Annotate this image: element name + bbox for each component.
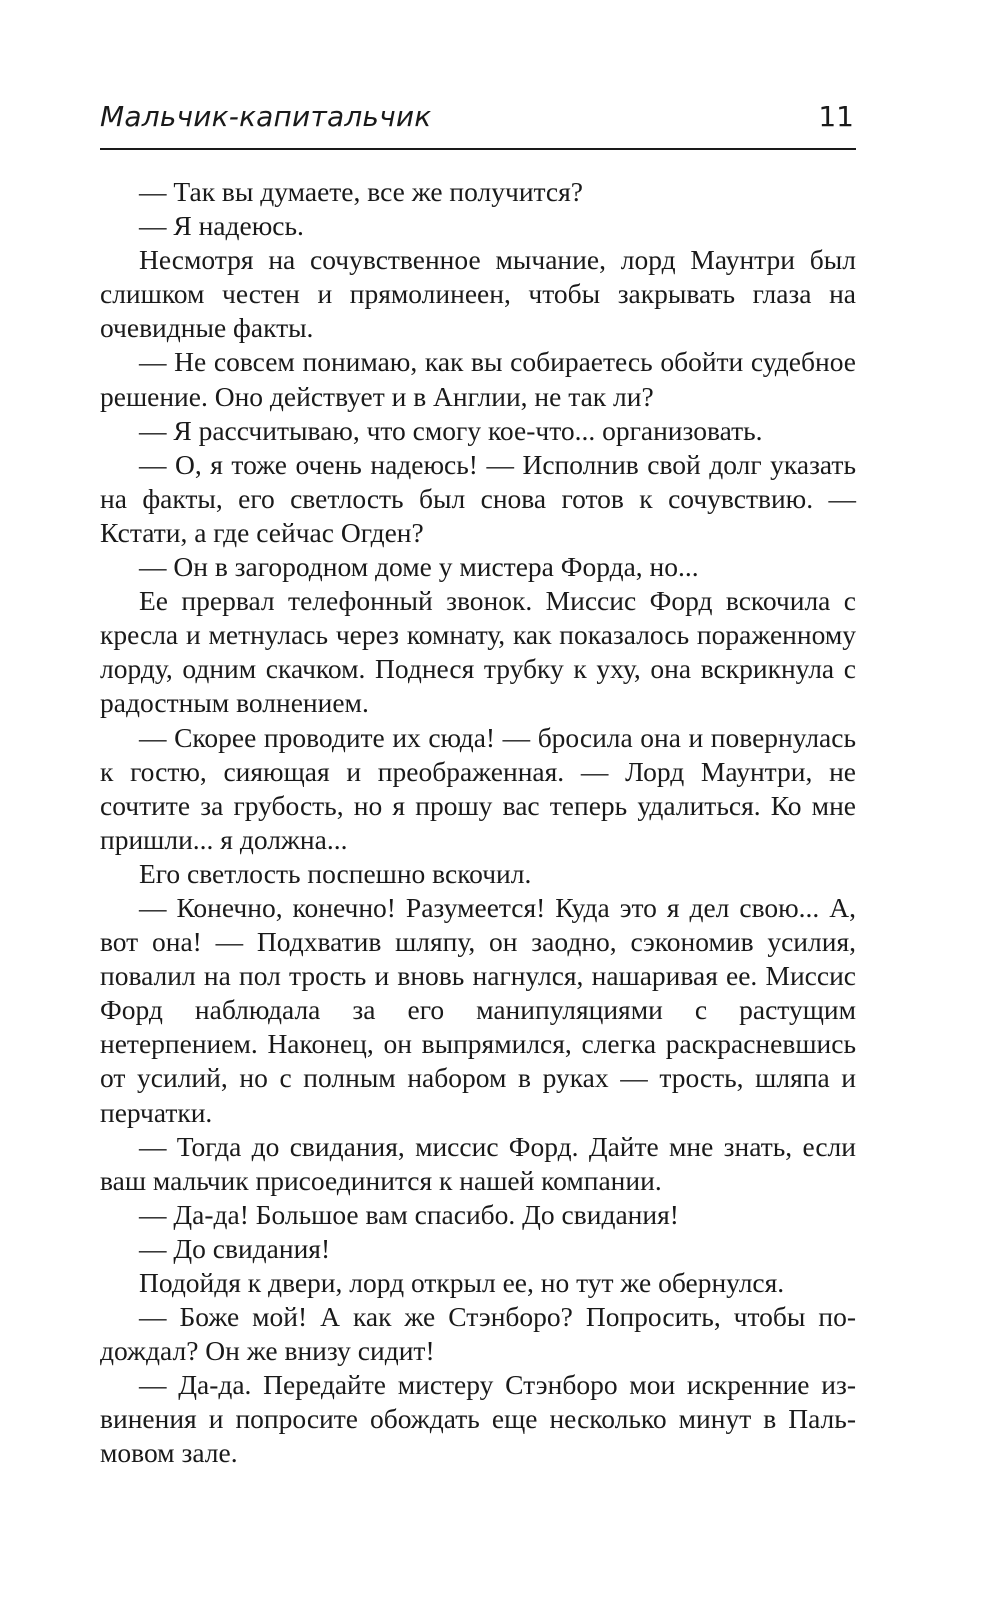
paragraph: — Скорее проводите их сюда! — бросила она и повернулась к гостю, сияющая и преображенная. — Лорд Маунтри, не сочтите за грубость, но я прошу вас теперь удалиться. Ко мне пришли... я должна... (100, 721, 856, 855)
paragraph: — Да-да! Большое вам спасибо. До свидания! (139, 1198, 679, 1230)
paragraph: — До свидания! (139, 1232, 331, 1264)
paragraph: — Так вы думаете, все же получится? (139, 176, 583, 207)
paragraph: — Не совсем понимаю, как вы собираетесь обойти судебное решение. Оно действует и в Англии, не так ли? (100, 346, 856, 412)
paragraph: — Я надеюсь. (139, 210, 304, 242)
paragraph: — Тогда до свидания, миссис Форд. Дайте мне знать, если ваш мальчик присоединится к нашей компании. (100, 1130, 856, 1196)
paragraph: Подойдя к двери, лорд открыл ее, но тут же обернулся. (139, 1267, 785, 1298)
paragraph: — Он в загородном доме у мистера Форда, но... (139, 551, 699, 583)
page-number: 11 (818, 100, 854, 133)
book-page (100, 100, 856, 1471)
paragraph: — О, я тоже очень надеюсь! — Исполнив свой долг указать на факты, его светлость был снова готов к сочувствию. — Кстати, а где сейчас Огден? (100, 448, 856, 548)
paragraph: — Конечно, конечно! Разумеется! Куда это я дел свою... А, вот она! — Подхватив шляпу, он заодно, сэкономив усилия, повалил на пол трость и вновь нагнулся, нашаривая ее. Миссис Форд наблюдала за его манипуляциями с растущим нетерпением. Наконец, он выпрямился, слегка раскрасневшись от усилий, но с полным набором в руках — трость, шляпа и перчатки. (100, 891, 856, 1128)
paragraph: Несмотря на сочувственное мычание, лорд Маунтри был слишком честен и прямолинеен, чтобы закрывать глаза на очевидные факты. (100, 244, 856, 344)
paragraph: Ее прервал телефонный звонок. Миссис Форд вскочила с кресла и метнулась через комнату, как показалось пораженному лорду, одним скачком. Поднеся трубку к уху, она вскрикнула с радостным волнением. (100, 585, 856, 719)
paragraph: Его светлость поспешно вскочил. (139, 857, 532, 889)
paragraph: — Я рассчитываю, что смогу кое-что... организовать. (139, 414, 763, 446)
paragraph: — Боже мой! А как же Стэнборо? Попросить, чтобы подождал? Он же внизу сидит! (100, 1301, 856, 1367)
running-header (100, 100, 856, 150)
running-title: Мальчик-капитальчик (100, 100, 432, 133)
paragraph: — Да-да. Передайте мистеру Стэнборо мои искренние извинения и попросите обождать еще несколько минут в Пальмовом зале. (100, 1369, 856, 1469)
body-text (100, 175, 856, 1471)
